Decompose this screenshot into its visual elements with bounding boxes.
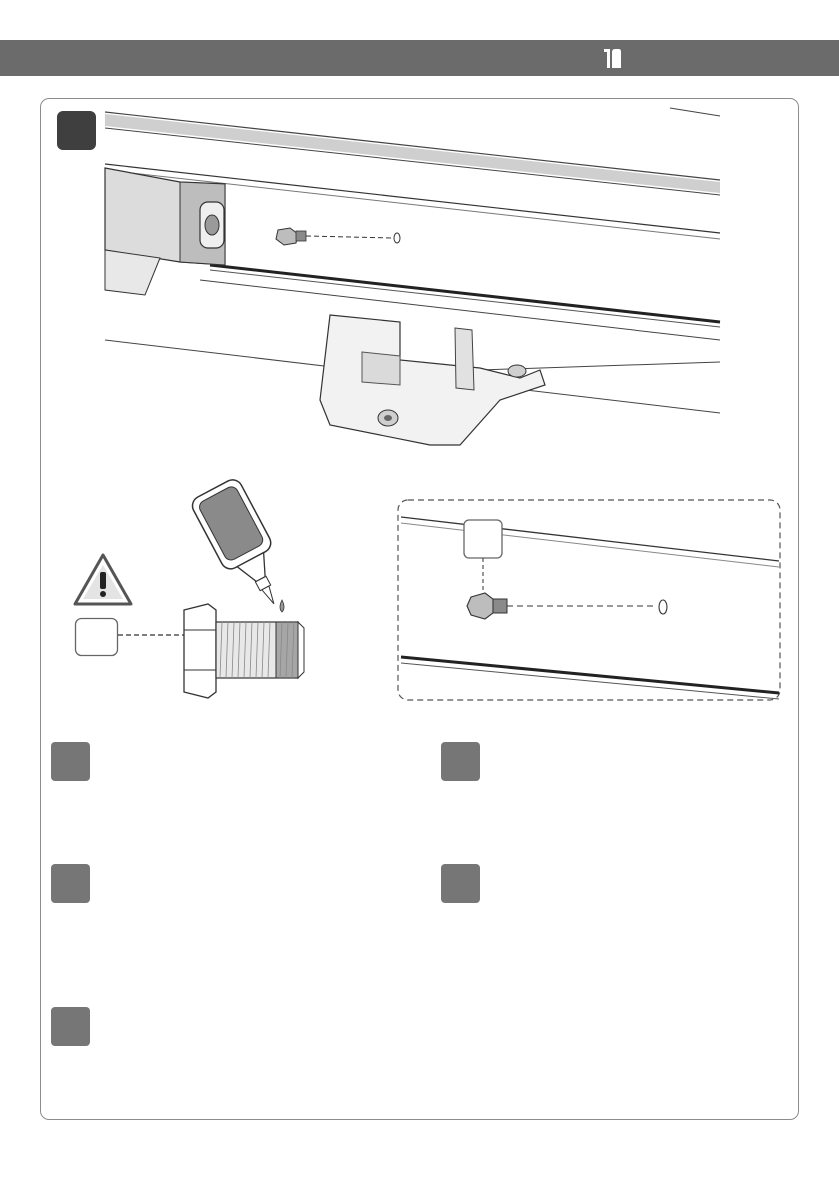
part-label-box bbox=[74, 617, 120, 659]
step-number-badge bbox=[57, 111, 96, 150]
manual-page-icon bbox=[601, 46, 623, 75]
bolt-detail-zoom bbox=[395, 497, 783, 703]
instruction-item-3 bbox=[51, 864, 90, 903]
rail-assembly-illustration bbox=[100, 100, 730, 460]
instruction-item-1 bbox=[51, 742, 90, 781]
hex-bolt bbox=[180, 600, 310, 700]
instruction-item-5 bbox=[51, 1007, 90, 1046]
warning-triangle-icon bbox=[72, 552, 134, 608]
instruction-item-2 bbox=[441, 742, 480, 781]
header-bar bbox=[0, 40, 839, 76]
instruction-item-4 bbox=[441, 864, 480, 903]
leader-line bbox=[118, 632, 188, 638]
